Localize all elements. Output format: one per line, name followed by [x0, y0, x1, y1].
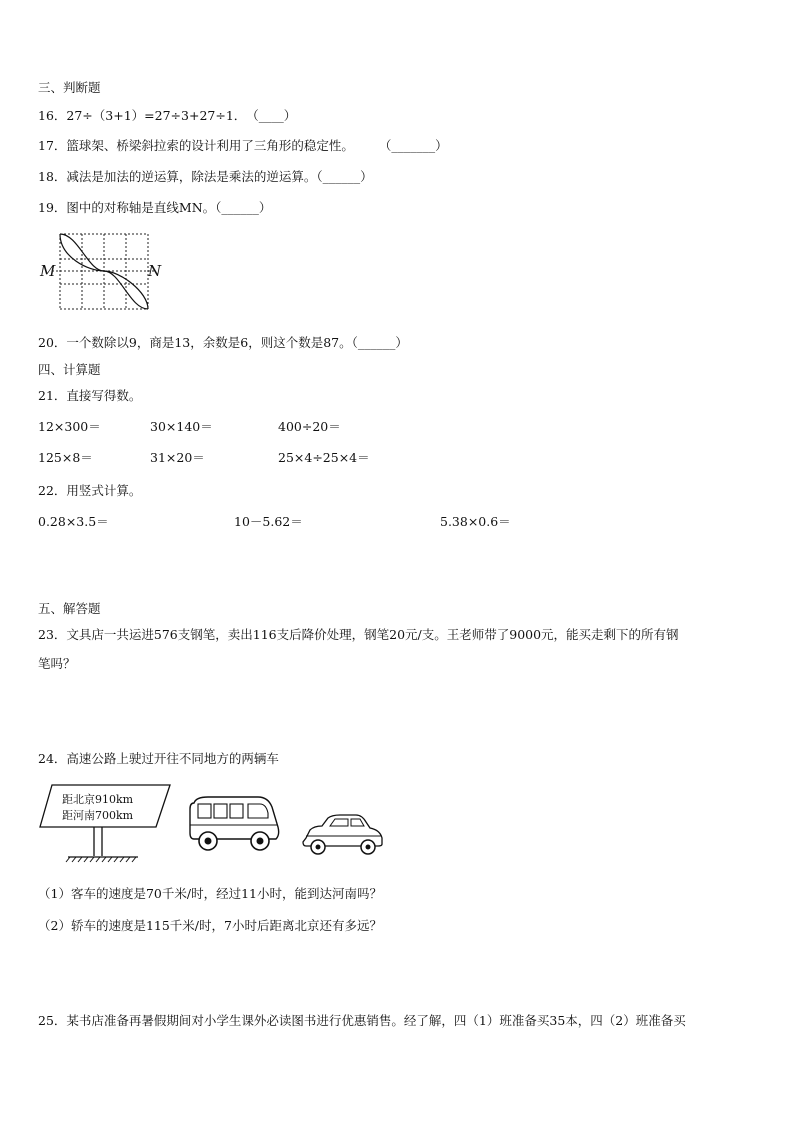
- question-23-line-2: 笔吗？: [38, 656, 76, 671]
- question-23-line-1: 23．文具店一共运进576支钢笔，卖出116支后降价处理，钢笔20元/支。王老师带了9000元，能买走剩下的所有钢: [38, 627, 679, 642]
- question-24-part-2: （2）轿车的速度是115千米/时，7小时后距离北京还有多远？: [38, 918, 382, 933]
- question-19: 19．图中的对称轴是直线MN。（______）: [38, 200, 272, 215]
- calc21-item: 30×140＝: [150, 419, 213, 434]
- calc21-item: 25×4÷25×4＝: [278, 450, 370, 465]
- question-24: 24．高速公路上驶过开往不同地方的两辆车: [38, 751, 279, 766]
- minibus-icon: [188, 795, 283, 855]
- question-16: 16．27÷（3+1）=27÷3+27÷1． （____）: [38, 108, 297, 123]
- question-21: 21．直接写得数。: [38, 388, 142, 403]
- figure-19-grid: [58, 232, 158, 312]
- question-18: 18．减法是加法的逆运算，除法是乘法的逆运算。（______）: [38, 169, 373, 184]
- figure-19-label-n: N: [148, 262, 162, 280]
- question-20: 20．一个数除以9，商是13，余数是6，则这个数是87。（______）: [38, 335, 408, 350]
- calc21-item: 12×300＝: [38, 419, 101, 434]
- car-icon: [300, 812, 385, 857]
- figure-19-label-m: M: [40, 262, 56, 280]
- question-24-part-1: （1）客车的速度是70千米/时，经过11小时，能到达河南吗？: [38, 886, 382, 901]
- section-heading-judgement: 三、判断题: [38, 80, 101, 95]
- question-25-line-1: 25．某书店准备再暑假期间对小学生课外必读图书进行优惠销售。经了解，四（1）班准备买35本，四（2）班准备买: [38, 1013, 686, 1028]
- calc21-item: 125×8＝: [38, 450, 93, 465]
- calc22-item: 10－5.62＝: [234, 514, 303, 529]
- section-heading-word-problems: 五、解答题: [38, 601, 101, 616]
- road-sign-henan: 距河南700km: [62, 809, 134, 822]
- calc22-item: 0.28×3.5＝: [38, 514, 109, 529]
- question-17: 17．篮球架、桥梁斜拉索的设计利用了三角形的稳定性。 （_______）: [38, 138, 448, 153]
- question-22: 22．用竖式计算。: [38, 483, 142, 498]
- calc22-item: 5.38×0.6＝: [440, 514, 511, 529]
- section-heading-calculation: 四、计算题: [38, 362, 101, 377]
- road-sign-beijing: 距北京910km: [62, 793, 134, 806]
- calc21-item: 31×20＝: [150, 450, 205, 465]
- calc21-item: 400÷20＝: [278, 419, 341, 434]
